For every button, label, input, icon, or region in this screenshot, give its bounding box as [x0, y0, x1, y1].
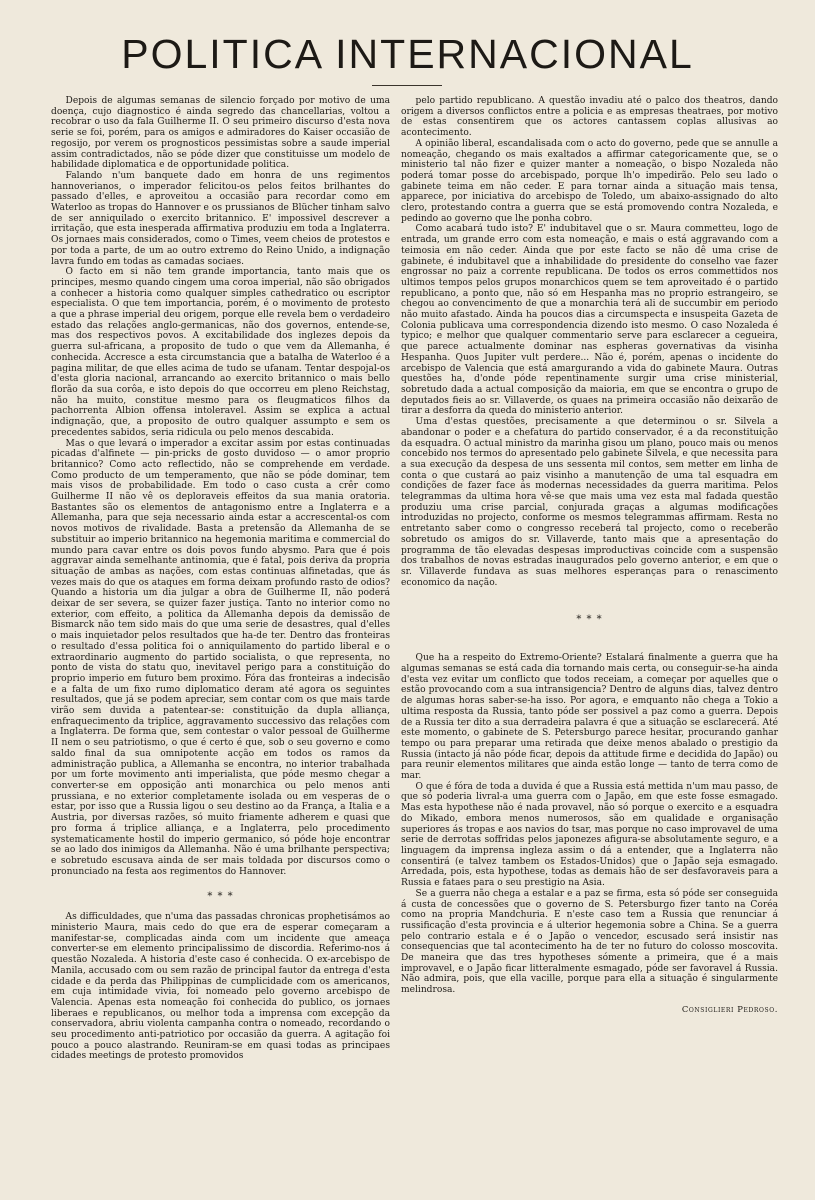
paragraph: O facto em si não tem grande importancia, tanto mais que os principes, mesmo quando cingem uma coroa imperial, não são obrigados a conhecer a historia como qualquer simples cathedratico ou escriptor especialista. O que tem importancia, porém, é o movimento de protesto a que a phrase imperial deu origem, porque elle revela bem o verdadeiro estado das relações anglo-germanicas, não dos governos, entende-se, mas dos respectivos povos. A excitabilidade dos inglezes depois da guerra sul-africana, a proposito de tudo o que vem da Allemanha, é conhecida. Accresce a esta circumstancia que a batalha de Waterloo é a pagina militar, de que elles acima de tudo se ufanam. Tentar despojal-os d'esta gloria nacional, arrancando ao exercito britannico o mais bello florão da sua corôa, e isto depois do que occorreu em pleno Reichstag, não ha muito, constitue mesmo para os fleugmaticos filhos da pachorrenta Albion offensa intoleravel. Assim se explica a actual indignação, que, a proposito de outro qualquer assumpto e sem os precedentes sabidos, seria ridicula ou pelo menos descabida.: [51, 267, 390, 438]
paragraph: Uma d'estas questões, precisamente a que determinou o sr. Silvela a abandonar o poder e a chefatura do partido conservador, é a da reconstituição da esquadra. O actual ministro da marinha gisou um plano, pouco mais ou menos concebido nos termos do apresentado pelo gabinete Silvela, e que necessita para a sua execução da despesa de uns sessenta mil contos, sem metter em linha de conta o que custará ao paiz visinho a manutenção de uma tal esquadra em condições de fazer face ás modernas necessidades da guerra maritima. Pelos telegrammas da ultima hora vê-se que mais uma vez esta mal fadada questão produziu uma crise parcial, conjurada graças a algumas modificações introduzidas no projecto, conforme os mesmos telegrammas affirmam. Resta no entretanto saber como o congresso receberá tal projecto, como o receberão sobretudo os amigos do sr. Villaverde, tanto mais que a apresentação do programma de tão elevadas despesas improductivas coincide com a suspensão dos trabalhos de novas estradas inaugurados pelo governo anterior, e em que o sr. Villaverde fundava as suas melhores esperanças para o renascimento economico da nação.: [401, 417, 778, 588]
paragraph: Mas o que levará o imperador a excitar assim por estas continuadas picadas d'alfinete — pin-pricks de gosto duvidoso — o amor proprio britannico? Como acto reflectido, não se comprehende em verdade. Como producto de um temperamento, que não se póde dominar, tem mais visos de probabilidade. Em todo o caso custa a crêr como Guilherme II não vê os deploraveis effeitos da sua mania oratoria. Bastantes são os elementos de antagonismo entre a Inglaterra e a Allemanha, para que seja necessario ainda estar a accrescental-os com novos motivos de rivalidade. Basta a pretensão da Allemanha de se substituir ao imperio britannico na hegemonia maritima e commercial do mundo para cavar entre os dois povos fundo abysmo. Para que é pois aggravar ainda semelhante antinomia, que é fatal, pois deriva da propria situação de ambas as nações, com estas continuas alfinetadas, que ás vezes mais do que os ataques em forma deixam profundo rasto de odios? Quando a historia um dia julgar a obra de Guilherme II, não poderá deixar de ser severa, se quizer fazer justiça. Tanto no interior como no exterior, com effeito, a politica da Allemanha depois da demissão de Bismarck não tem sido mais do que uma serie de desastres, qual d'elles o mais inquietador pelos resultados que ha-de ter. Dentro das fronteiras o resultado d'essa politica foi o anniquilamento do partido liberal e o extraordinario augmento do partido socialista, o que representa, no ponto de vista do statu quo, inevitavel perigo para a constituição do proprio imperio em futuro bem proximo. Fóra das fronteiras a indecisão e a falta de um fixo rumo diplomatico deram até agora os seguintes resultados, que já se podem apreciar, sem contar com os que mais tarde virão sem duvida a patentear-se: constituição da dupla alliança, enfraquecimento da triplice, aggravamento successivo das relações com a Inglaterra. De forma que, sem contestar o valor pessoal de Guilherme II nem o seu patriotismo, o que é certo é que, sob o seu governo e como saldo final da sua omnipotente acção em todos os ramos da administração publica, a Allemanha se encontra, no interior trabalhada por um forte movimento anti imperialista, que póde mesmo chegar a converter-se em opposição anti monarchica ou pelo menos anti prussiana, e no exterior completamente isolada ou em vesperas de o estar, por isso que a Russia ligou o seu destino ao da França, a Italia e a Austria, por diversas razões, só muito friamente adherem e quasi que pro forma á triplice alliança, e a Inglaterra, pelo procedimento systematicamente hostil do imperio germanico, só póde hoje encontrar se ao lado dos inimigos da Allemanha. Não é uma brilhante perspectiva; e sobretudo escusava ainda de ser mais toldada por discursos como o pronunciado na festa aos regimentos do Hannover.: [51, 438, 390, 877]
paragraph: As difficuldades, que n'uma das passadas chronicas prophetisámos ao ministerio Maura, mais cedo do que era de esperar começaram a manifestar-se, complicadas ainda com um incidente que ameaça converter-se em elemento principalissimo de discordia. Referimo-nos á questão Nozaleda. A historia d'este caso é conhecida. O ex-arcebispo de Manila, accusado com ou sem razão de principal fautor da entrega d'esta cidade e da perda das Philippinas de cumplicidade com os americanos, em cuja intimidade vivia, foi nomeado pelo governo arcebispo de Valencia. Apenas esta nomeação foi conhecida do publico, os jornaes liberaes e republicanos, ou melhor toda a imprensa com excepção da conservadora, abriu violenta campanha contra o nomeado, recordando o seu procedimento anti-patriotico por occasião da guerra. A agitação foi pouco a pouco alastrando. Reuniram-se em quasi todas as principaes cidades meetings de protesto promovidos: [51, 912, 390, 1062]
right-column: [401, 96, 778, 1015]
paragraph: Depois de algumas semanas de silencio forçado por motivo de uma doença, cujo diagnostico é ainda segredo das chancellarias, voltou a recobrar o uso da fala Guilherme II. O seu primeiro discurso d'esta nova serie se foi, porém, para os amigos e admiradores do Kaiser occasião de regosijo, por verem os prognosticos pessimistas sobre a saude imperial assim contradictados, não se póde dizer que constituisse um modelo de habilidade diplomatica e de opportunidade politica.: [51, 96, 390, 171]
paragraph: Se a guerra não chega a estalar e a paz se firma, esta só póde ser conseguida á custa de concessões que o governo de S. Petersburgo fizer tanto na Coréa como na propria Mandchuria. E n'este caso tem a Russia que renunciar á russificação d'esta provincia e á ulterior hegemonia sobre a China. Se a guerra pelo contrario estala e é o Japão o vencedor, escusado será insistir nas consequencias que tal acontecimento ha de ter no futuro do colosso moscovita. De maneira que das tres hypotheses sómente a primeira, que é a mais improvavel, e o Japão ficar litteralmente esmagado, póde ser favoravel á Russia. Não admira, pois, que ella vacille, porque para ella a situação é singularmente melindrosa.: [401, 888, 778, 996]
author-signature: Consiglieri Pedroso.: [681, 1003, 778, 1014]
paragraph: Que ha a respeito do Extremo-Oriente? Estalará finalmente a guerra que ha algumas semanas se está cada dia tornando mais certa, ou conseguir-se-ha ainda d'esta vez evitar um conflicto que todos receiam, a começar por aquelles que o estão provocando com a sua intransigencia? Dentro de alguns dias, talvez dentro de algumas horas saber-se-ha isso. Por agora, e emquanto não chega a Tokio a ultima resposta da Russia, tanto póde ser possivel a paz como a guerra. Depois de a Russia ter dito a sua derradeira palavra é que a situação se esclarecerá. Até este momento, o gabinete de S. Petersburgo parece hesitar, procurando ganhar tempo ou para preparar uma retirada que deixe menos abalado o prestigio da Russia (intacto já não póde ficar, depois da attitude firme e decidida do Japão) ou para reunir elementos militares que ainda estão longe — tanto de terra como de mar.: [401, 653, 778, 782]
section-separator: * * *: [207, 891, 234, 903]
paragraph: O que é fóra de toda a duvida é que a Russia está mettida n'um mau passo, de que só poderia livral-a uma guerra com o Japão, em que este fosse esmagado. Mas esta hypothese não é nada provavel, não só porque o exercito e a esquadra do Mikado, embora menos numerosos, são em qualidade e organisação superiores ás tropas e aos navios do tsar, mas porque no caso improvavel de uma serie de derrotas soffridas pelos japonezes afigura-se absolutamente seguro, e a linguagem da imprensa ingleza assim o dá a entender, que a Inglaterra não consentirá (e talvez tambem os Estados-Unidos) que o Japão seja esmagado. Arredada, pois, esta hypothese, todas as demais hão de ser desfavoraveis para a Russia e fataes para o seu prestigio na Asia.: [401, 781, 778, 889]
paragraph: A opinião liberal, escandalisada com o acto do governo, pede que se annulle a nomeação, chegando os mais exaltados a affirmar categoricamente que, se o ministerio tal não fizer e quizer manter a nomeação, o bispo Nozaleda não poderá tomar posse do arcebispado, porque lh'o impedirão. Pelo seu lado o gabinete teima em não ceder. E para tornar ainda a situação mais tensa, apparece, por iniciativa do arcebispo de Toledo, um abaixo-assignado do alto clero, protestando contra a guerra que se está promovendo contra Nozaleda, e pedindo ao governo que lhe ponha cobro.: [401, 138, 778, 224]
paragraph: Falando n'um banquete dado em honra de uns regimentos hannoverianos, o imperador felicitou-os pelos feitos brilhantes do passado d'elles, e aproveitou a occasião para recordar como em Waterloo as tropas do Hannover e os prussianos de Blücher tinham salvo de ser anniquilado o exercito britannico. E' impossivel descrever a irritação, que esta inesperada affirmativa produziu em toda a Inglaterra. Os jornaes mais considerados, como o Times, veem cheios de protestos e por toda a parte, de um ao outro extremo do Reino Unido, a indignação lavra fundo em todas as camadas sociaes.: [51, 170, 390, 267]
left-column: [51, 96, 390, 1062]
paragraph: Como acabará tudo isto? E' indubitavel que o sr. Maura commetteu, logo de entrada, um grande erro com esta nomeação, e mais o está aggravando com a teimosia em não ceder. Ainda que por este facto se não dê uma crise de gabinete, é indubitavel que a inhabilidade do presidente do conselho vae fazer engrossar no paiz a corrente republicana. De todos os erros commettidos nos ultimos tempos pelos grupos monarchicos quem se tem aproveitado é o partido republicano, a ponto que, não só em Hespanha mas no proprio estrangeiro, se chegou ao convencimento de que a monarchia terá ali de succumbir em periodo não muito afastado. Ainda ha poucos dias a circumspecta e insuspeita Gazeta de Colonia publicava uma correspondencia dizendo isto mesmo. O caso Nozaleda é typico; e melhor que qualquer commentario serve para esclarecer a cegueira, que parece actualmente dominar nas espheras governativas da visinha Hespanha. Quos Jupiter vult perdere... Não é, porém, apenas o incidente do arcebispo de Valencia que está amargurando a vida do gabinete Maura. Outras questões ha, d'onde póde repentinamente surgir uma crise ministerial, sobretudo dada a actual composição da maioria, em que se encontra o grupo de deputados fieis ao sr. Villaverde, os quaes na primeira occasião não deixarão de tirar a desforra da queda do ministerio anterior.: [401, 224, 778, 417]
page-title: POLITICA INTERNACIONAL: [121, 31, 694, 77]
section-separator: * * *: [576, 614, 603, 626]
paragraph: pelo partido republicano. A questão invadiu até o palco dos theatros, dando origem a diversos conflictos entre a policia e as empresas theatraes, por motivo de estas consentirem que os actores cantassem coplas allusivas ao acontecimento.: [401, 96, 778, 139]
title-divider: [372, 85, 442, 86]
